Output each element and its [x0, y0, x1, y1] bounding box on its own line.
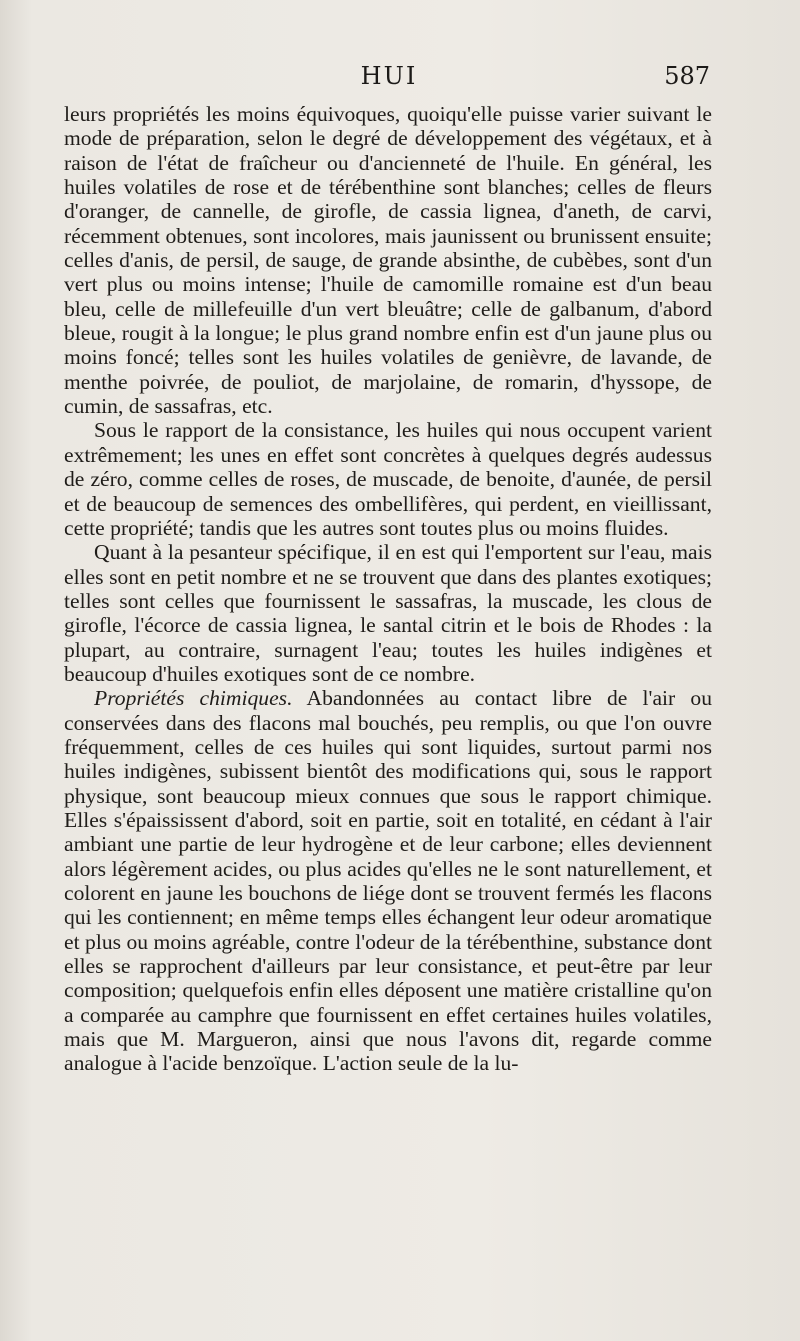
body-text	[64, 102, 712, 1076]
paragraph-color: leurs propriétés les moins équivoques, quoiqu'elle puisse varier suivant le mode de préparation, selon le degré de développement des végétaux, et à raison de l'état de fraîcheur ou d'ancienneté de l'huile. En général, les huiles volatiles de rose et de térébenthine sont blanches; celles de fleurs d'oranger, de cannelle, de girofle, de cassia lignea, d'aneth, de carvi, récemment obtenues, sont incolores, mais jaunissent ou brunissent ensuite; celles d'anis, de persil, de sauge, de grande absinthe, de cubèbes, sont d'un vert plus ou moins intense; l'huile de camomille romaine est d'un beau bleu, celle de millefeuille d'un vert bleuâtre; celle de galbanum, d'abord bleue, rougit à la longue; le plus grand nombre enfin est d'un jaune plus ou moins foncé; telles sont les huiles volatiles de genièvre, de lavande, de menthe poivrée, de pouliot, de marjolaine, de romarin, d'hyssope, de cumin, de sassafras, etc.	[64, 102, 712, 419]
page-header	[64, 62, 714, 96]
paragraph-consistance: Sous le rapport de la consistance, les huiles qui nous occupent varient extrêmement; les unes en effet sont concrètes à quelques degrés audessus de zéro, comme celles de roses, de muscade, de benoite, d'aunée, de persil et de beaucoup de semences des ombellifères, qui perdent, en vieillissant, cette propriété; tandis que les autres sont toutes plus ou moins fluides.	[64, 418, 712, 540]
section-heading: Propriétés chimiques.	[94, 686, 293, 711]
paragraph-body: Abandonnées au contact libre de l'air ou conservées dans des flacons mal bouchés, peu remplis, ou que l'on ouvre fréquemment, celles de ces huiles qui sont liquides, surtout parmi nos huiles indigènes, subissent bientôt des modifications qui, sous le rapport physique, sont beaucoup mieux connues que sous le rapport chimique. Elles s'épaississent d'abord, soit en partie, soit en totalité, en cédant à l'air ambiant une partie de leur hydrogène et de leur carbone; elles deviennent alors légèrement acides, ou plus acides qu'elles ne le sont naturellement, et colorent en jaune les bouchons de liége dont se trouvent fermés les flacons qui les contiennent; en même temps elles échangent leur odeur aromatique et plus ou moins agréable, contre l'odeur de la térébenthine, substance dont elles se rapprochent d'ailleurs par leur consistance, et peut-être par leur composition; quelquefois enfin elles déposent une matière cristalline qu'on a comparée au camphre que fournissent en effet certaines huiles volatiles, mais que M. Margueron, ainsi que nous l'avons dit, regarde comme analogue à l'acide benzoïque. L'action seule de la lu-	[64, 686, 712, 1076]
page-number: 587	[664, 62, 710, 90]
paragraph-pesanteur: Quant à la pesanteur spécifique, il en est qui l'emportent sur l'eau, mais elles sont en petit nombre et ne se trouvent que dans des plantes exotiques; telles sont celles que fournissent le sassafras, la muscade, les clous de girofle, l'écorce de cassia lignea, le santal citrin et le bois de Rhodes : la plupart, au contraire, surnagent l'eau; toutes les huiles indigènes et beaucoup d'huiles exotiques sont de ce nombre.	[64, 540, 712, 686]
running-head: HUI	[360, 62, 418, 90]
paragraph-proprietes-chimiques	[64, 686, 712, 1076]
